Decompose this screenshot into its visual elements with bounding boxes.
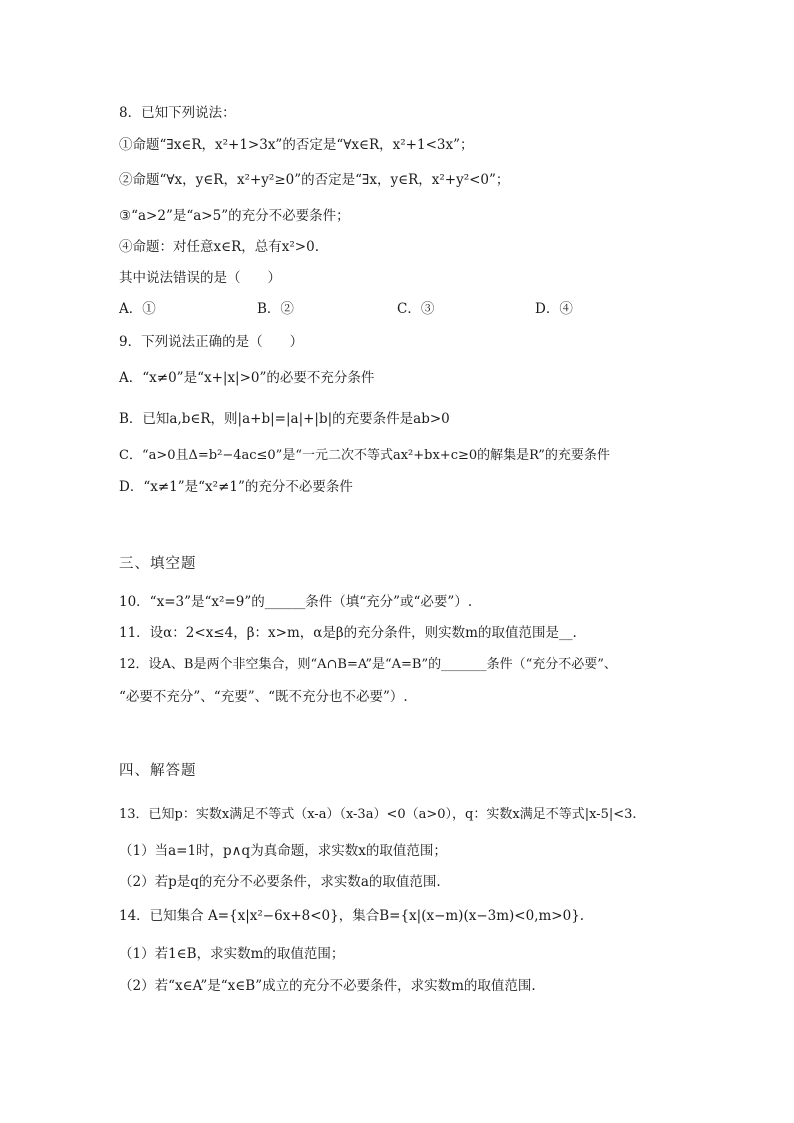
- q8-item-1: ①命题“∃x∈R，x²+1>3x”的否定是“∀x∈R，x²+1<3x”；: [119, 137, 474, 153]
- q14-part-2: （2）若“x∈A”是“x∈B”成立的充分不必要条件，求实数m的取值范围.: [119, 978, 536, 994]
- q8-option-c: C．③: [397, 301, 435, 317]
- q13-stem: 13．已知p：实数x满足不等式（x-a）（x-3a）<0（a>0），q：实数x满足不等式|x-5|<3.: [119, 807, 637, 822]
- q12-line-1: 12．设A、B是两个非空集合，则“A∩B=A”是“A=B”的_______条件（“充分不必要”、: [119, 657, 617, 672]
- q14-stem: 14．已知集合 A={x|x²−6x+8<0}，集合B={x|(x−m)(x−3m)<0,m>0}.: [119, 908, 585, 924]
- q8-stem: 8．已知下列说法：: [119, 105, 236, 121]
- q8-option-a: A．①: [119, 301, 156, 317]
- q8-option-b: B．②: [257, 301, 294, 317]
- q13-part-2: （2）若p是q的充分不必要条件，求实数a的取值范围.: [119, 874, 441, 890]
- q9-option-a: A．“x≠0”是“x+|x|>0”的必要不充分条件: [119, 370, 375, 386]
- q10: 10．“x=3”是“x²=9”的______条件（填“充分”或“必要”）.: [119, 594, 473, 610]
- q11: 11．设α：2<x≤4，β：x>m，α是β的充分条件，则实数m的取值范围是__.: [119, 625, 577, 641]
- q12-line-2: “必要不充分”、“充要”、“既不充分也不必要”）.: [119, 689, 408, 705]
- section-4-title: 四、解答题: [119, 763, 197, 779]
- q14-part-1: （1）若1∈B，求实数m的取值范围；: [119, 946, 345, 962]
- q9-option-c: C．“a>0且Δ=b²−4ac≤0”是“一元二次不等式ax²+bx+c≥0的解集是R”的充要条件: [119, 448, 610, 463]
- q8-question: 其中说法错误的是（ ）: [119, 270, 281, 286]
- q13-part-1: （1）当a=1时，p∧q为真命题，求实数x的取值范围；: [119, 843, 447, 859]
- q9-option-d: D．“x≠1”是“x²≠1”的充分不必要条件: [119, 479, 353, 495]
- q8-item-2: ②命题“∀x，y∈R，x²+y²≥0”的否定是“∃x，y∈R，x²+y²<0”；: [119, 172, 510, 188]
- section-3-title: 三、填空题: [119, 556, 197, 572]
- q9-option-b: B．已知a,b∈R，则|a+b|=|a|+|b|的充要条件是ab>0: [119, 411, 450, 427]
- q8-item-3: ③“a>2”是“a>5”的充分不必要条件；: [119, 208, 350, 224]
- q9-stem: 9．下列说法正确的是（ ）: [119, 334, 304, 350]
- q8-option-d: D．④: [535, 301, 573, 317]
- q8-item-4: ④命题：对任意x∈R，总有x²>0.: [119, 239, 319, 255]
